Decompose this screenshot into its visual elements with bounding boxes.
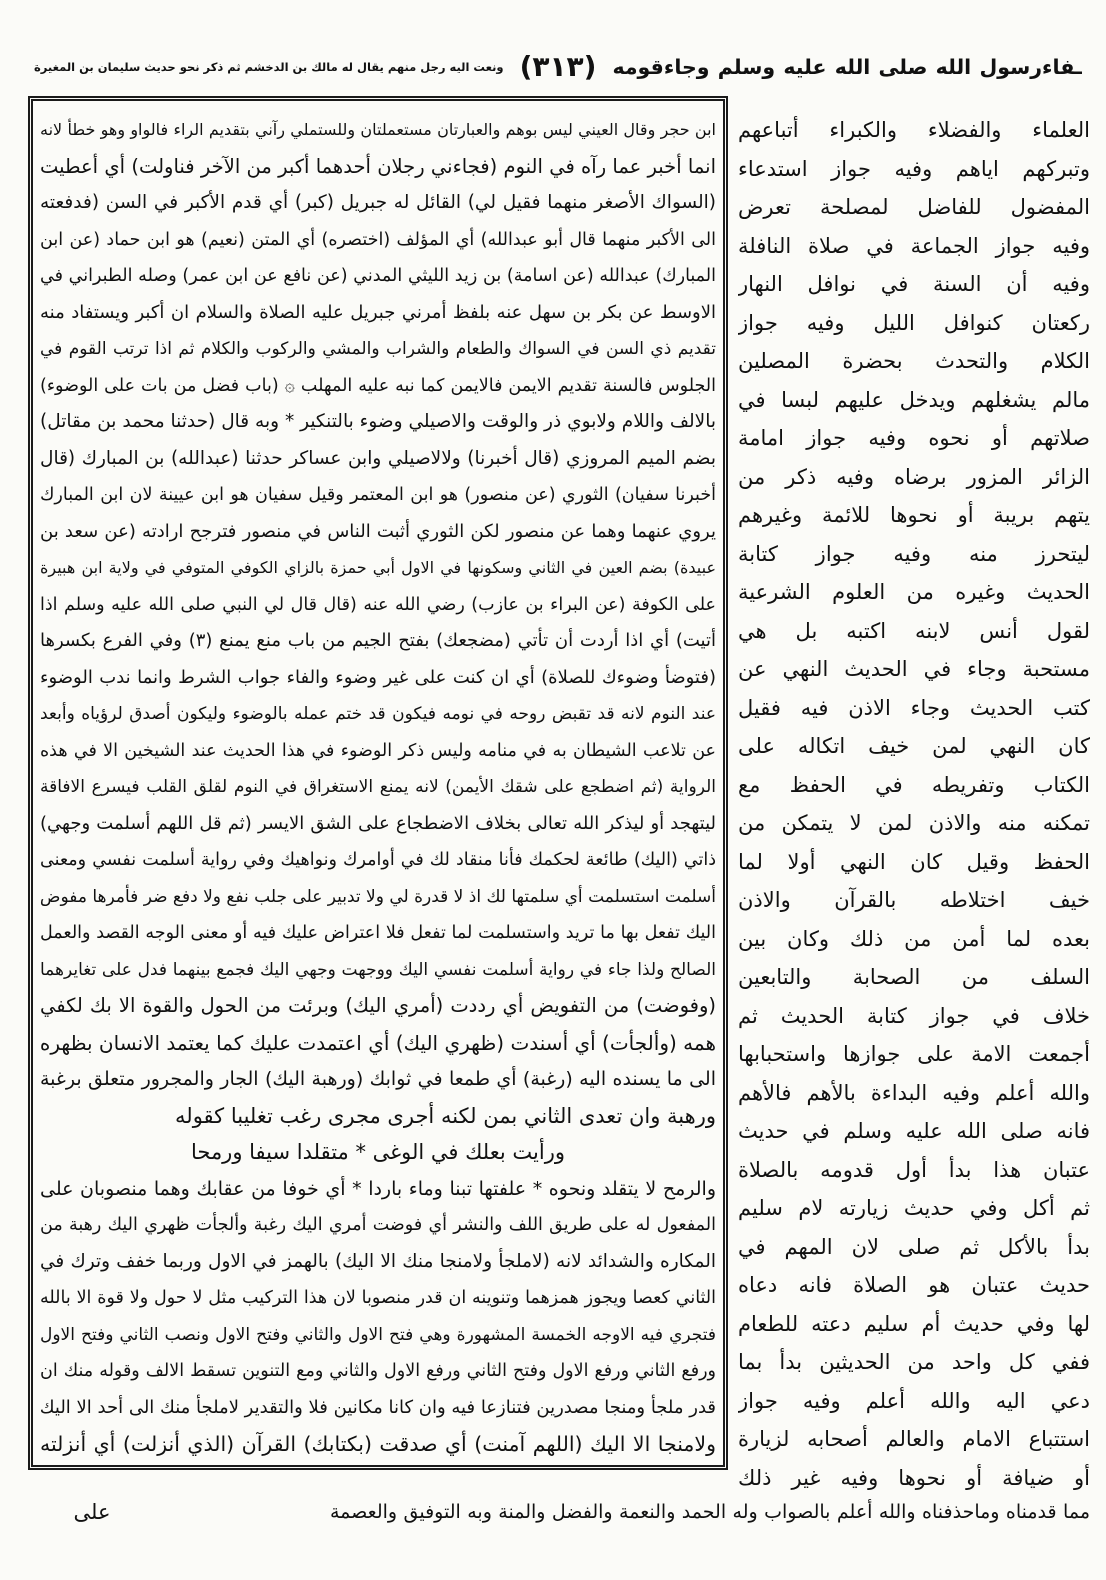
margin-text-line: مستحبة وجاء في الحديث النهي عن	[738, 657, 1090, 681]
main-text-line: الى الأكبر منهما قال أبو عبدالله) أي المؤلف (اختصره) أي المتن (نعيم) هو ابن حماد (عن ابن	[40, 229, 716, 250]
main-text-line: همه (وألجأت) أي أسندت (ظهري اليك) أي اعتمدت عليك كما يعتمد الانسان بظهره	[40, 1030, 716, 1055]
running-header	[34, 46, 1082, 88]
main-text-line: ذاتي (اليك) طائعة لحكمك فأنا منقاد لك في أوامرك ونواهيك وفي رواية أسلمت نفسي ومعنى	[40, 850, 716, 870]
main-text-line: (وفوضت) من التفويض أي رددت (أمري اليك) وبرئت من الحول والقوة الا بك لكفي	[40, 994, 716, 1017]
main-text-line: اليك تفعل بها ما تريد واستسلمت لما تفعل فلا اعتراض عليك فيه أو معنى الوجه القصد والعمل	[40, 923, 716, 943]
main-text-line: قدر ملجأ ومنجا مصدرين فتنازعا فيه وان كانا مكانين فلا والتقدير لاملجأ منك الى أحد الا اليك	[40, 1396, 716, 1418]
main-text-line: أسلمت استسلمت أي سلمتها لك اذ لا قدرة لي ولا تدبير على جلب نفع ولا دفع ضر فأمرها مفوض	[40, 886, 716, 907]
footer-line: مما قدمناه وماحذفناه والله أعلم بالصواب وله الحمد والنعمة والفضل والمنة وبه التوفيق والعصمة	[330, 1501, 1090, 1523]
margin-text-line: حديث عتبان هو الصلاة فانه دعاه	[738, 1273, 1090, 1297]
margin-text-line: خلاف في جواز كتابة الحديث ثم	[738, 1003, 1090, 1028]
margin-commentary-column	[738, 111, 1090, 1497]
margin-text-line: أو ضيافة أو نحوها وفيه غير ذلك	[738, 1465, 1090, 1490]
main-text-line: تقديم ذي السن في السواك والطعام والشراب والمشي والركوب والكلام ثم اذا ترتب القوم في	[40, 339, 716, 359]
margin-text-line: الكلام والتحدث بحضرة المصلين	[738, 349, 1090, 373]
margin-text-line: ركعتان كنوافل الليل وفيه جواز	[738, 310, 1090, 335]
main-text-line: المفعول له على طريق اللف والنشر أي فوضت أمري اليك رغبة وألجأت ظهري اليك رهبة من	[40, 1215, 716, 1235]
margin-text-line: بعده لما أمن من ذلك وكان بين	[738, 926, 1090, 951]
page-number: (٣١٣)	[519, 50, 597, 83]
margin-text-line: لها وفي حديث أم سليم دعته للطعام	[738, 1311, 1090, 1336]
main-text-line: الثاني كعصا ويجوز همزهما وتنوينه ان قدر منصوبا لان هذا التركيب مثل لا حول ولا قوة الا بالله	[40, 1288, 716, 1308]
margin-text-line: دعي اليه والله أعلم وفيه جواز	[738, 1388, 1090, 1413]
margin-text-line: ففي كل واحد من الحديثين بدأ بما	[738, 1350, 1090, 1374]
main-text-line: بضم الميم المروزي (قال أخبرنا) ولالاصيلي وابن عساكر حدثنا (عبدالله) بن المبارك (قال	[40, 447, 716, 469]
main-text-line: والرمح لا يتقلد ونحوه * علفتها تبنا وماء باردا * أي خوفا من عقابك وهما منصوبان على	[40, 1177, 716, 1200]
margin-text-line: الحفظ وقيل كان النهي أولا لما	[738, 849, 1090, 874]
main-text-line: المبارك) عبدالله (عن اسامة) بن زيد الليثي المدني (عن نافع عن ابن عمر) وصله الطبراني في	[40, 266, 716, 286]
header-text-right: ـفاءرسول الله صلى الله عليه وسلم وجاءقومه	[612, 55, 1082, 79]
main-text-line: المكاره والشدائد لانه (لاملجأ ولامنجا منك الا اليك) بالهمز في الاول وربما خفف وترك في	[40, 1250, 716, 1272]
margin-text-line: يتهم بريبة أو نحوها للائمة وغيرهم	[738, 503, 1090, 527]
margin-text-line: عتبان هذا بدأ أول قدومه بالصلاة	[738, 1157, 1090, 1182]
margin-text-line: ثم أكل وفي حديث زيارته لام سليم	[738, 1196, 1090, 1220]
main-text-line: الاوسط عن بكر بن سهل عنه بلفظ أمرني جبريل عليه الصلاة والسلام ان أكبر ويستفاد منه	[40, 301, 716, 323]
margin-text-line: كتب الحديث وجاء الاذن فيه فقيل	[738, 695, 1090, 720]
margin-text-line: كان النهي لمن خيف اتكاله على	[738, 734, 1090, 758]
main-text-line: الى ما يسنده اليه (رغبة) أي طمعا في ثوابك (ورهبة اليك) الجار والمجرور متعلق برغبة	[40, 1068, 716, 1090]
main-text-line: ورفع الثاني ورفع الاول وفتح الثاني ورفع الاول والثاني ومع التنوين تسقط الالف وقوله منك ان	[40, 1361, 716, 1381]
margin-text-line: ليتحرز منه وفيه جواز كتابة	[738, 541, 1090, 566]
main-text-line: فتجري فيه الاوجه الخمسة المشهورة وهي فتح الاول والثاني وفتح الاول ونصب الثاني وفتح الاول	[40, 1324, 716, 1345]
main-text-line: ابن حجر وقال العيني ليس بوهم والعبارتان مستعملتان وللستملي رآني بتقديم الراء فالواو وهو خطأ لانه	[40, 120, 716, 139]
main-text-line: انما أخبر عما رآه في النوم (فجاءني رجلان أحدهما أكبر من الآخر فناولت) أي أعطيت	[40, 154, 716, 178]
margin-text-line: لقول أنس لابنه اكتبه بل هي	[738, 618, 1090, 643]
main-text-line: يروي عنهما وهما عن منصور لكن الثوري أثبت الناس في منصور فترجح ارادته (عن سعد بن	[40, 520, 716, 542]
main-text-line: (السواك الأصغر منهما فقيل لي) القائل له جبريل (كبر) أي قدم الأكبر في السن (فدفعته	[40, 192, 716, 213]
main-text-line: عند النوم لانه قد تقبض روحه في نومه فيكون قد ختم عمله بالوضوء وليكون أصدق لرؤياه وأبعد	[40, 704, 716, 724]
main-text-line: ليتهجد أو ليذكر الله تعالى بخلاف الاضطجاع على الشق الايسر (ثم قل اللهم أسلمت وجهي)	[40, 812, 716, 834]
main-text-line: عبيدة) بضم العين في الثاني وسكونها في الاول أبي حمزة بالزاي الكوفي المتوفي في ولاية ابن هبيرة	[40, 558, 716, 577]
margin-text-line: السلف من الصحابة والتابعين	[738, 965, 1090, 989]
main-text-line: (فتوضأ وضوءك للصلاة) أي ان كنت على غير وضوء والفاء جواب الشرط وانما ندب الوضوء	[40, 666, 716, 688]
main-text-line: على الكوفة (عن البراء بن عازب) رضي الله عنه (قال قال لي النبي صلى الله عليه وسلم اذا	[40, 594, 716, 615]
margin-text-line: استتباع الامام والعالم أصحابه لزيارة	[738, 1427, 1090, 1451]
margin-text-line: الكتاب وتفريطه في الحفظ مع	[738, 772, 1090, 797]
margin-text-line: وفيه أن السنة في نوافل النهار	[738, 272, 1090, 296]
main-text-line: ورهبة وان تعدى الثاني بمن لكنه أجرى مجرى رغب تغليبا كقوله	[175, 1103, 716, 1128]
margin-text-line: وتبركهم اياهم وفيه جواز استدعاء	[738, 156, 1090, 181]
margin-text-line: وفيه جواز الجماعة في صلاة النافلة	[738, 233, 1090, 258]
main-text-line: ولامنجا الا اليك (اللهم آمنت) أي صدقت (بكتابك) القرآن (الذي أنزلت) أي أنزلته	[40, 1432, 716, 1456]
main-text-line: أتيت) أي اذا أردت أن تأتي (مضجعك) بفتح الجيم من باب منع يمنع (٣) وفي الفرع بكسرها	[40, 630, 716, 651]
margin-text-line: الحديث وغيره من العلوم الشرعية	[738, 580, 1090, 604]
margin-text-line: صلاتهم أو نحوه وفيه جواز امامة	[738, 426, 1090, 450]
margin-text-line: الزائر المزور برضاه وفيه ذكر من	[738, 464, 1090, 489]
margin-text-line: العلماء والفضلاء والكبراء أتباعهم	[738, 118, 1090, 142]
header-text-left: ونعت اليه رجل منهم يقال له مالك بن الدخشم ثم ذكر نحو حديث سليمان بن المغيرة	[34, 60, 504, 74]
margin-text-line: خيف اختلاطه بالقرآن والاذن	[738, 888, 1090, 912]
main-text-line: الصالح ولذا جاء في رواية أسلمت نفسي اليك ووجهت وجهي اليك فجمع بينهما فدل على تغايرهما	[40, 959, 716, 980]
margin-text-line: بدأ بالأكل ثم صلى لان المهم في	[738, 1234, 1090, 1259]
main-text-line: ورأيت بعلك في الوغى * متقلدا سيفا ورمحا	[190, 1140, 565, 1164]
margin-text-line: فانه صلى الله عليه وسلم في حديث	[738, 1119, 1090, 1143]
main-text-line: عن تلاعب الشيطان به في منامه وليس ذكر الوضوء في هذا الحديث عند الشيخين الا في هذه	[40, 740, 716, 761]
margin-text-line: المفضول للفاضل لمصلحة تعرض	[738, 195, 1090, 219]
margin-text-line: والله أعلم وفيه البداءة بالأهم فالأهم	[738, 1080, 1090, 1105]
main-text-line: أخبرنا سفيان) الثوري (عن منصور) هو ابن المعتمر وقيل سفيان هو ابن عيينة لان ابن المبارك	[40, 485, 716, 505]
margin-text-line: مالم يشغلهم ويدخل عليهم لبسا في	[738, 387, 1090, 412]
catchword: على	[73, 1500, 111, 1524]
main-text-line: الرواية (ثم اضطجع على شقك الأيمن) لانه يمنع الاستغراق في النوم لقلق القلب فيسرع الافاقة	[40, 777, 716, 797]
main-commentary-column	[40, 112, 716, 1463]
main-text-line: بالالف واللام ولابوي ذر والوقت والاصيلي وضوء بالتنكير * وبه قال (حدثنا محمد بن مقاتل)	[40, 411, 716, 432]
main-text-line: الجلوس فالسنة تقديم الايمن فالايمن كما نبه عليه المهلب ۞ (باب فضل من بات على الوضوء)	[40, 375, 716, 396]
margin-text-line: أجمعت الامة على جوازها واستحبابها	[738, 1042, 1090, 1066]
margin-text-line: تمكنه منه والاذن لمن لا يتمكن من	[738, 811, 1090, 835]
